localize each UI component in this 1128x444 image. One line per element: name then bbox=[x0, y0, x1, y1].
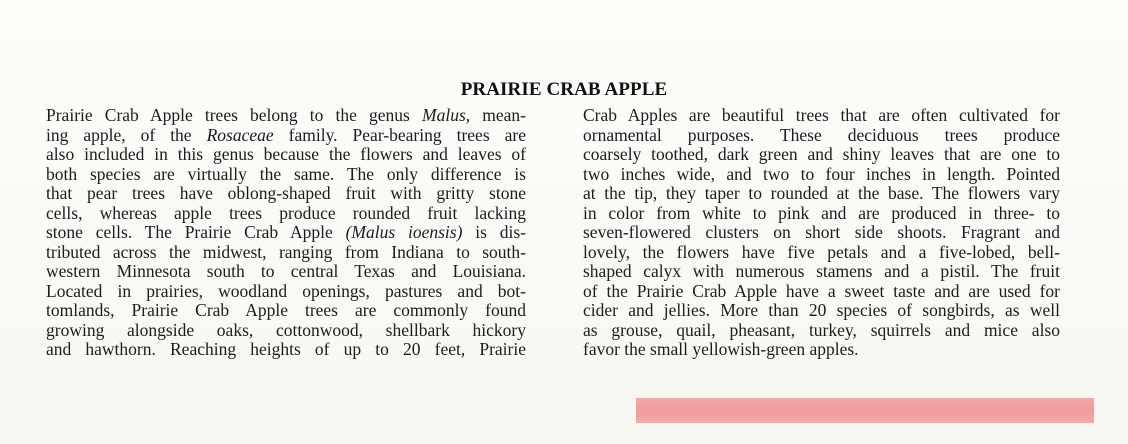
text-segment: Prairie Crab Apple trees belong to the genus bbox=[46, 105, 423, 125]
text-segment: also included in this genus because the flowers and leaves of bbox=[46, 144, 526, 164]
text-line bbox=[583, 321, 1060, 341]
text-segment: ing apple, of the bbox=[46, 124, 207, 145]
text-line bbox=[46, 301, 526, 321]
text-segment: of the Prairie Crab Apple have a sweet taste and are used for bbox=[583, 280, 1060, 301]
text-segment: ornamental purposes. These deciduous trees produce bbox=[583, 124, 1060, 145]
text-segment: cider and jellies. More than 20 species of songbirds, as well bbox=[583, 300, 1060, 320]
text-segment: tomlands, Prairie Crab Apple trees are commonly found bbox=[46, 300, 526, 320]
italic-text: (Malus ioensis) bbox=[345, 222, 463, 242]
text-segment: lovely, the flowers have five petals and a five-lobed, bell- bbox=[583, 241, 1060, 262]
text-line bbox=[583, 340, 1060, 360]
text-segment: and hawthorn. Reaching heights of up to 20 feet, Prairie bbox=[46, 339, 526, 359]
text-line bbox=[583, 262, 1060, 282]
text-segment: seven-flowered clusters on short side shoots. Fragrant and bbox=[583, 222, 1060, 242]
left-text-column bbox=[46, 106, 526, 360]
page-title: PRAIRIE CRAB APPLE bbox=[460, 79, 668, 100]
text-segment: tributed across the midwest, ranging from Indiana to south- bbox=[46, 241, 526, 262]
text-line bbox=[46, 340, 526, 360]
text-line bbox=[583, 184, 1060, 204]
text-segment: stone cells. The Prairie Crab Apple bbox=[46, 222, 346, 242]
text-segment: as grouse, quail, pheasant, turkey, squirrels and mice also bbox=[583, 319, 1060, 340]
text-line bbox=[46, 165, 526, 185]
text-line bbox=[46, 126, 526, 146]
text-line bbox=[583, 282, 1060, 302]
text-segment: Located in prairies, woodland openings, pastures and bot- bbox=[46, 280, 526, 301]
text-line bbox=[583, 165, 1060, 185]
text-line bbox=[46, 321, 526, 341]
text-line bbox=[46, 184, 526, 204]
text-line bbox=[583, 243, 1060, 263]
text-segment: family. Pear-bearing trees are bbox=[273, 124, 526, 145]
text-segment: western Minnesota south to central Texas and Louisiana. bbox=[46, 261, 526, 281]
decorative-pink-bar bbox=[636, 398, 1094, 423]
text-segment: Crab Apples are beautiful trees that are often cultivated for bbox=[583, 105, 1060, 125]
text-segment: shaped calyx with numerous stamens and a pistil. The fruit bbox=[583, 261, 1060, 281]
text-line bbox=[583, 126, 1060, 146]
text-segment: coarsely toothed, dark green and shiny leaves that are one to bbox=[583, 144, 1060, 164]
text-segment: two inches wide, and two to four inches in length. Pointed bbox=[583, 163, 1060, 184]
italic-text: Malus, bbox=[422, 105, 471, 125]
text-line bbox=[583, 204, 1060, 224]
right-text-column bbox=[583, 106, 1060, 360]
text-line bbox=[46, 282, 526, 302]
text-segment: cells, whereas apple trees produce rounded fruit lacking bbox=[46, 202, 526, 223]
text-line bbox=[583, 145, 1060, 165]
text-line bbox=[46, 243, 526, 263]
text-segment: that pear trees have oblong-shaped fruit with gritty stone bbox=[46, 183, 526, 203]
text-line bbox=[46, 204, 526, 224]
text-line bbox=[46, 262, 526, 282]
text-segment: growing alongside oaks, cottonwood, shellbark hickory bbox=[46, 319, 526, 340]
text-line bbox=[583, 301, 1060, 321]
text-segment: is dis- bbox=[462, 222, 526, 242]
text-line bbox=[46, 223, 526, 243]
text-line bbox=[46, 145, 526, 165]
text-segment: at the tip, they taper to rounded at the base. The flowers vary bbox=[583, 183, 1060, 203]
text-line bbox=[46, 106, 526, 126]
italic-text: Rosaceae bbox=[206, 124, 274, 145]
text-line bbox=[583, 223, 1060, 243]
text-segment: both species are virtually the same. The only difference is bbox=[46, 163, 526, 184]
text-line bbox=[583, 106, 1060, 126]
text-segment: mean- bbox=[470, 105, 526, 125]
text-segment: favor the small yellowish-green apples. bbox=[583, 339, 859, 359]
text-segment: in color from white to pink and are produced in three- to bbox=[583, 202, 1060, 223]
